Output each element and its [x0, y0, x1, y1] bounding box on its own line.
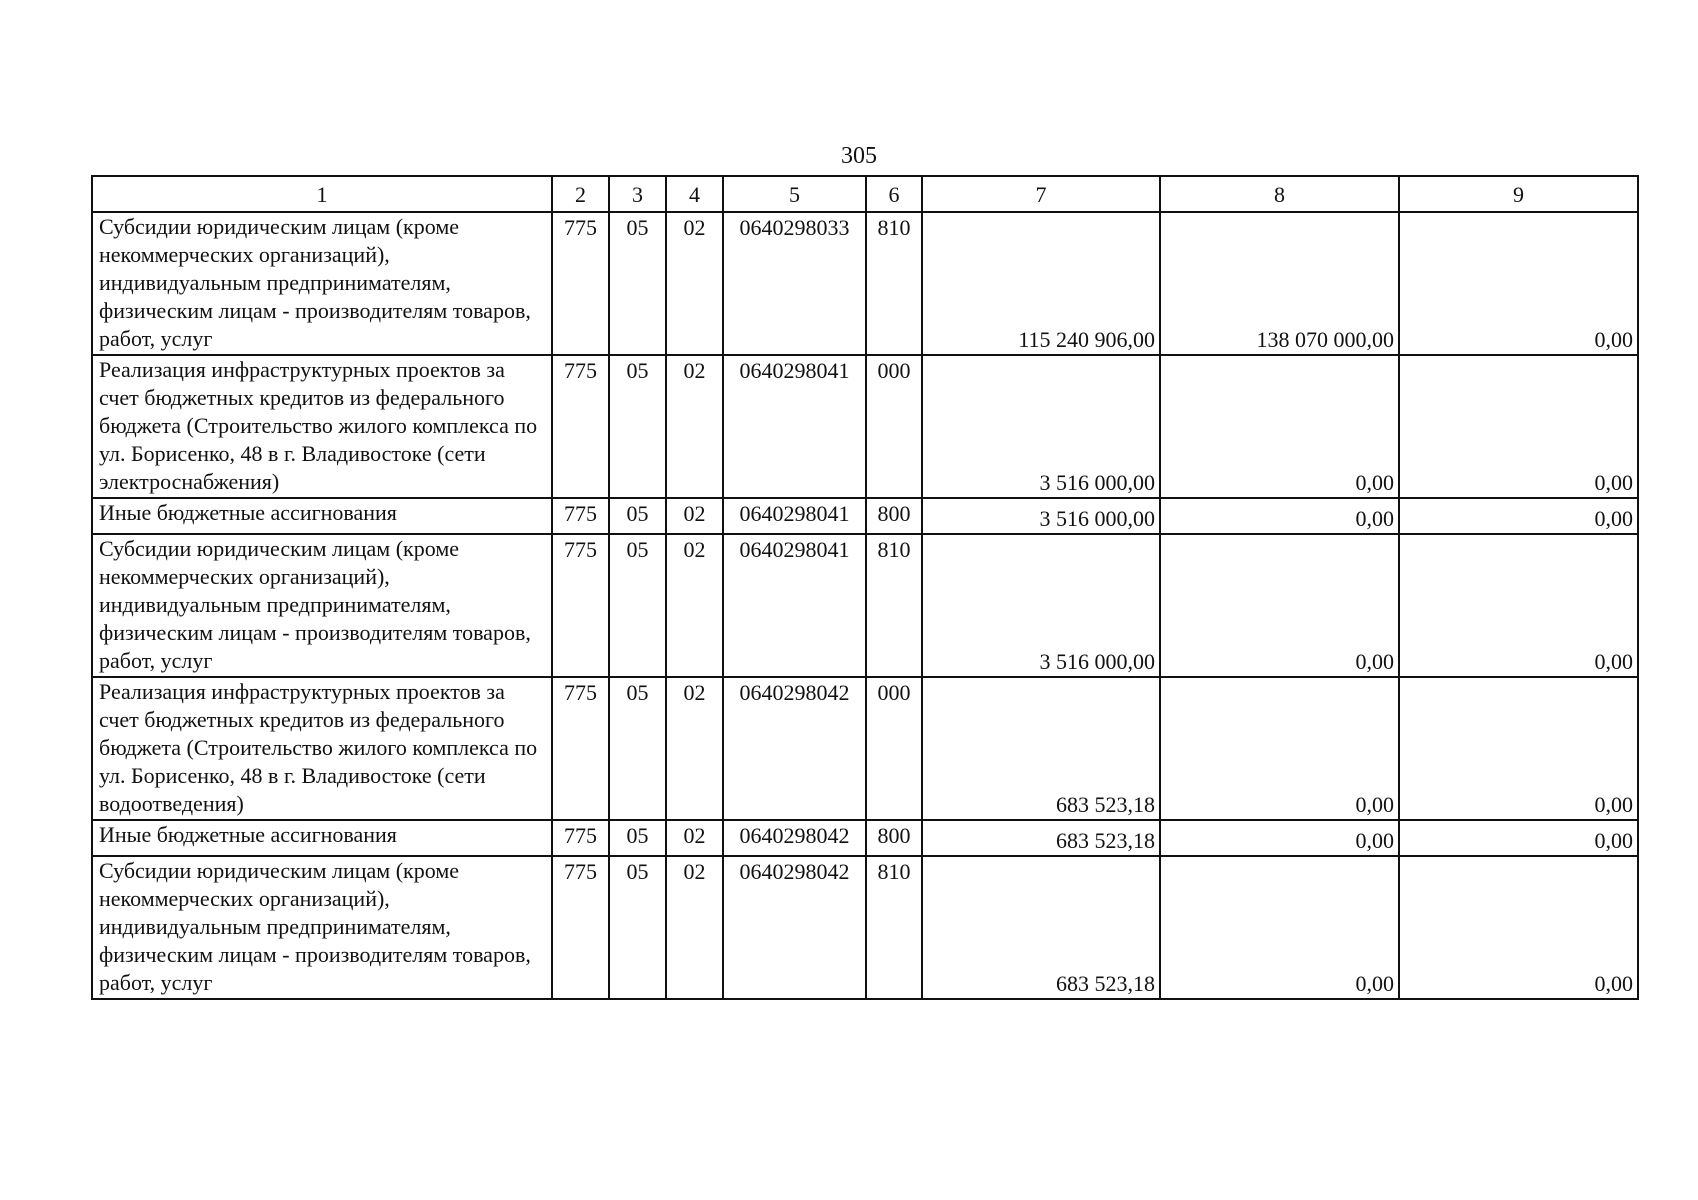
expense-type-code: 800	[866, 498, 922, 534]
column-header-9: 9	[1399, 176, 1638, 212]
table-row	[92, 534, 1638, 677]
subsection-code: 02	[666, 856, 723, 999]
target-article-code: 0640298042	[723, 856, 866, 999]
ministry-code: 775	[552, 856, 609, 999]
table-row	[92, 820, 1638, 856]
column-header-5: 5	[723, 176, 866, 212]
amount-col-8: 0,00	[1160, 534, 1399, 677]
ministry-code: 775	[552, 820, 609, 856]
amount-col-7: 3 516 000,00	[922, 498, 1160, 534]
subsection-code: 02	[666, 498, 723, 534]
ministry-code: 775	[552, 534, 609, 677]
column-header-2: 2	[552, 176, 609, 212]
section-code: 05	[609, 820, 666, 856]
target-article-code: 0640298041	[723, 498, 866, 534]
expense-type-code: 810	[866, 534, 922, 677]
amount-col-7: 3 516 000,00	[922, 355, 1160, 498]
column-header-7: 7	[922, 176, 1160, 212]
section-code: 05	[609, 534, 666, 677]
expense-type-code: 000	[866, 355, 922, 498]
amount-col-7: 683 523,18	[922, 856, 1160, 999]
ministry-code: 775	[552, 355, 609, 498]
target-article-code: 0640298042	[723, 820, 866, 856]
amount-col-9: 0,00	[1399, 534, 1638, 677]
row-name: Субсидии юридическим лицам (кроме некоммерческих организаций), индивидуальным предпринимателям, физическим лицам - производителям товаров, работ, услуг	[92, 212, 552, 355]
amount-col-7: 115 240 906,00	[922, 212, 1160, 355]
amount-col-7: 3 516 000,00	[922, 534, 1160, 677]
section-code: 05	[609, 355, 666, 498]
table-row	[92, 677, 1638, 820]
section-code: 05	[609, 498, 666, 534]
expense-type-code: 000	[866, 677, 922, 820]
subsection-code: 02	[666, 355, 723, 498]
target-article-code: 0640298042	[723, 677, 866, 820]
table-row	[92, 355, 1638, 498]
amount-col-8: 0,00	[1160, 498, 1399, 534]
column-header-3: 3	[609, 176, 666, 212]
row-name: Субсидии юридическим лицам (кроме некоммерческих организаций), индивидуальным предпринимателям, физическим лицам - производителям товаров, работ, услуг	[92, 856, 552, 999]
amount-col-9: 0,00	[1399, 677, 1638, 820]
amount-col-7: 683 523,18	[922, 677, 1160, 820]
amount-col-9: 0,00	[1399, 212, 1638, 355]
column-number-row	[92, 176, 1638, 212]
row-name: Реализация инфраструктурных проектов за счет бюджетных кредитов из федерального бюджета (Строительство жилого комплекса по ул. Борисенко, 48 в г. Владивостоке (сети электроснабжения)	[92, 355, 552, 498]
column-header-1: 1	[92, 176, 552, 212]
ministry-code: 775	[552, 677, 609, 820]
row-name: Субсидии юридическим лицам (кроме некоммерческих организаций), индивидуальным предпринимателям, физическим лицам - производителям товаров, работ, услуг	[92, 534, 552, 677]
amount-col-8: 0,00	[1160, 856, 1399, 999]
row-name: Иные бюджетные ассигнования	[92, 498, 552, 534]
amount-col-9: 0,00	[1399, 820, 1638, 856]
column-header-8: 8	[1160, 176, 1399, 212]
amount-col-8: 0,00	[1160, 355, 1399, 498]
budget-table	[91, 175, 1639, 1000]
column-header-4: 4	[666, 176, 723, 212]
table-row	[92, 856, 1638, 999]
target-article-code: 0640298041	[723, 534, 866, 677]
section-code: 05	[609, 212, 666, 355]
ministry-code: 775	[552, 498, 609, 534]
subsection-code: 02	[666, 212, 723, 355]
amount-col-9: 0,00	[1399, 856, 1638, 999]
subsection-code: 02	[666, 534, 723, 677]
row-name: Реализация инфраструктурных проектов за счет бюджетных кредитов из федерального бюджета (Строительство жилого комплекса по ул. Борисенко, 48 в г. Владивостоке (сети водоотведения)	[92, 677, 552, 820]
column-header-6: 6	[866, 176, 922, 212]
expense-type-code: 810	[866, 212, 922, 355]
amount-col-8: 0,00	[1160, 677, 1399, 820]
amount-col-8: 0,00	[1160, 820, 1399, 856]
target-article-code: 0640298033	[723, 212, 866, 355]
target-article-code: 0640298041	[723, 355, 866, 498]
amount-col-9: 0,00	[1399, 355, 1638, 498]
amount-col-7: 683 523,18	[922, 820, 1160, 856]
expense-type-code: 800	[866, 820, 922, 856]
table-row	[92, 212, 1638, 355]
table-row	[92, 498, 1638, 534]
amount-col-9: 0,00	[1399, 498, 1638, 534]
expense-type-code: 810	[866, 856, 922, 999]
section-code: 05	[609, 677, 666, 820]
section-code: 05	[609, 856, 666, 999]
page-number: 305	[841, 143, 877, 169]
subsection-code: 02	[666, 820, 723, 856]
ministry-code: 775	[552, 212, 609, 355]
row-name: Иные бюджетные ассигнования	[92, 820, 552, 856]
amount-col-8: 138 070 000,00	[1160, 212, 1399, 355]
subsection-code: 02	[666, 677, 723, 820]
